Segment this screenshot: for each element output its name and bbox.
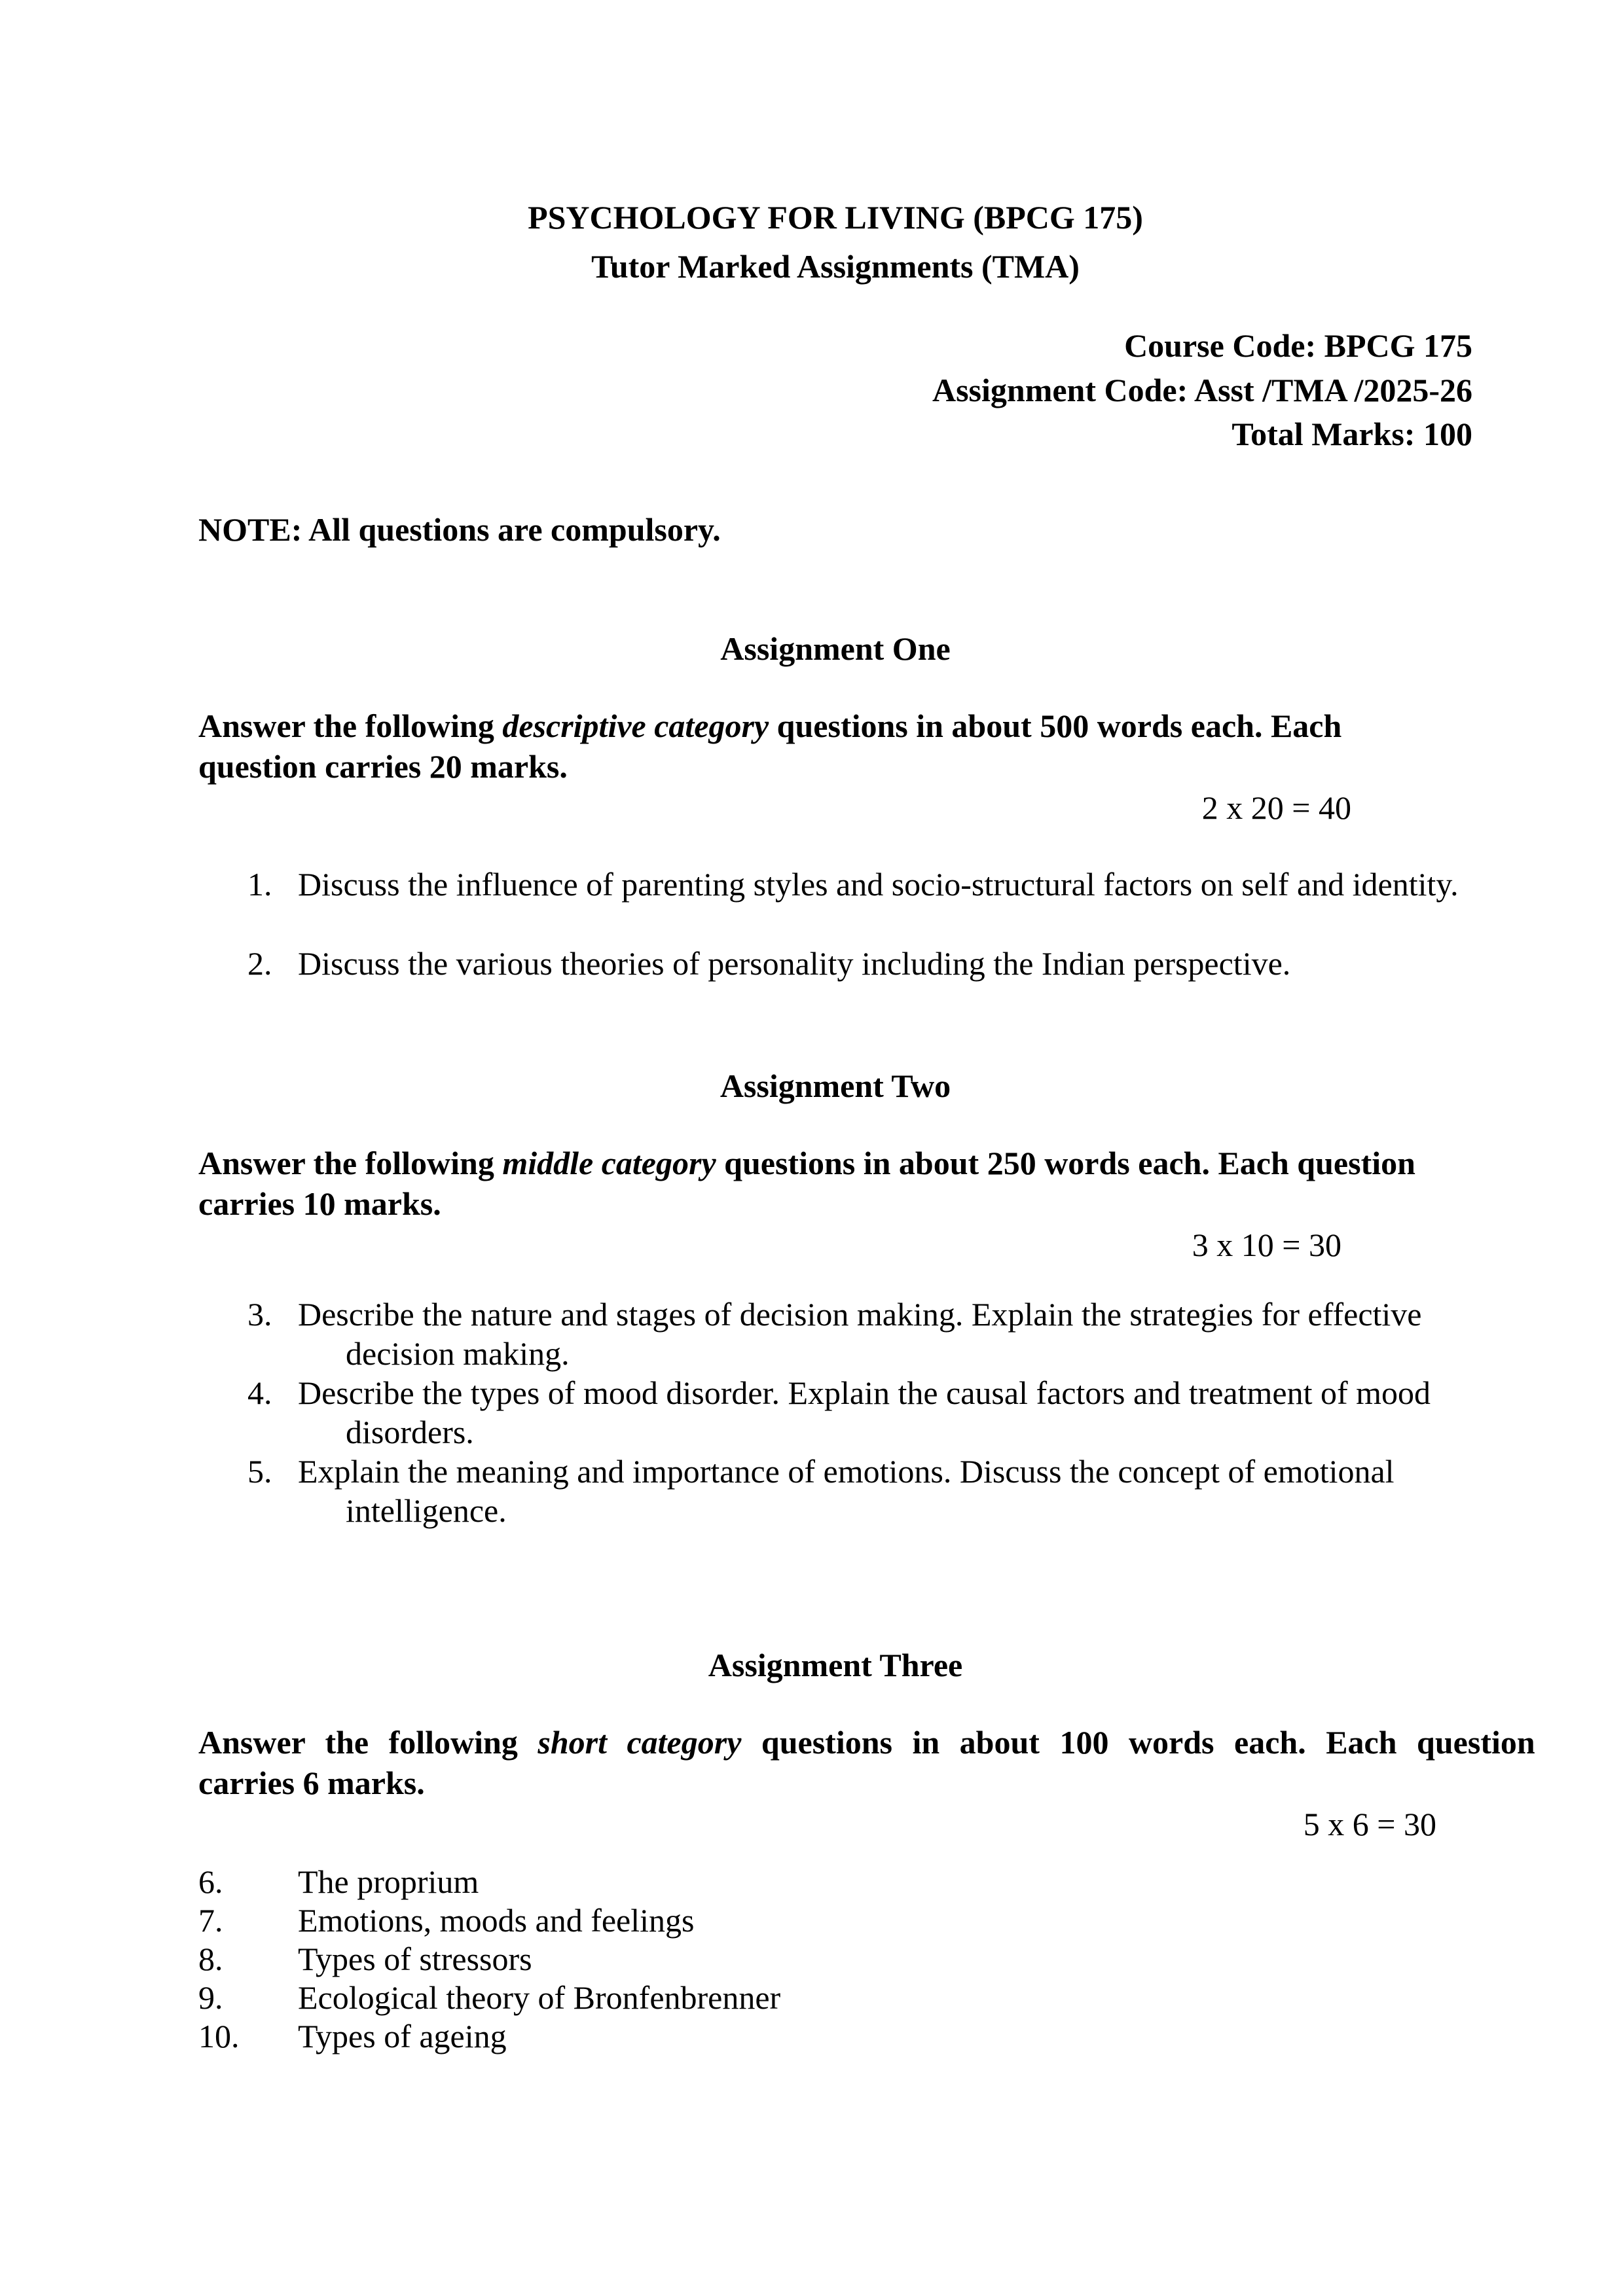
intro-prefix: Answer the following bbox=[198, 707, 503, 744]
assignment-one-intro-line2: question carries 20 marks. bbox=[198, 748, 568, 785]
question-7-text: Emotions, moods and feelings bbox=[298, 1902, 695, 1939]
assignment-two-intro bbox=[198, 1143, 1472, 1225]
assignment-three-intro-line1 bbox=[198, 1722, 1535, 1763]
assignment-one-marks-formula: 2 x 20 = 40 bbox=[1201, 789, 1351, 826]
question-3-continuation: decision making. bbox=[346, 1335, 570, 1372]
question-3-number: 3. bbox=[247, 1296, 272, 1333]
assignment-one-heading: Assignment One bbox=[720, 630, 951, 667]
question-6 bbox=[198, 1863, 1472, 1901]
question-8-text: Types of stressors bbox=[298, 1941, 532, 1977]
question-10 bbox=[198, 2017, 1472, 2056]
assignment-two-marks-formula: 3 x 10 = 30 bbox=[1192, 1226, 1341, 1263]
assignment-two-heading: Assignment Two bbox=[720, 1067, 951, 1104]
question-10-number: 10. bbox=[198, 2018, 240, 2054]
intro-suffix: questions in about 250 words each. Each question bbox=[716, 1144, 1415, 1181]
question-2-number: 2. bbox=[247, 944, 272, 982]
question-5 bbox=[198, 1452, 1472, 1491]
question-5-text: Explain the meaning and importance of emotions. Discuss the concept of emotional bbox=[298, 1453, 1395, 1490]
question-5-number: 5. bbox=[247, 1453, 272, 1490]
intro-suffix: questions in about 500 words each. Each bbox=[769, 707, 1342, 744]
question-7 bbox=[198, 1901, 1472, 1940]
total-marks: Total Marks: 100 bbox=[1231, 416, 1472, 452]
question-4-continuation: disorders. bbox=[346, 1414, 474, 1450]
assignment-two-intro-line1 bbox=[198, 1143, 1472, 1184]
assignment-one-question-list bbox=[198, 864, 1472, 984]
question-1-number: 1. bbox=[247, 866, 272, 903]
question-6-text: The proprium bbox=[298, 1863, 479, 1900]
question-8 bbox=[198, 1940, 1472, 1979]
question-3-text: Describe the nature and stages of decision making. Explain the strategies for effective bbox=[298, 1296, 1422, 1333]
question-10-text: Types of ageing bbox=[298, 2018, 507, 2054]
question-4 bbox=[198, 1373, 1472, 1412]
question-5-continuation: intelligence. bbox=[346, 1492, 507, 1529]
intro-suffix: questions in about 100 words each. Each question bbox=[741, 1723, 1535, 1761]
question-2-text: Discuss the various theories of personality including the Indian perspective. bbox=[298, 944, 1291, 982]
question-3 bbox=[198, 1295, 1472, 1334]
assignment-code: Assignment Code: Asst /TMA /2025-26 bbox=[932, 371, 1472, 408]
assignment-one-intro-line1 bbox=[198, 706, 1472, 747]
intro-prefix: Answer the following bbox=[198, 1723, 538, 1761]
intro-category-italic: short category bbox=[538, 1723, 742, 1761]
question-1-text: Discuss the influence of parenting styles and socio-structural factors on self and identity. bbox=[298, 866, 1459, 903]
note-line: NOTE: All questions are compulsory. bbox=[198, 511, 721, 548]
question-1 bbox=[198, 864, 1472, 905]
intro-prefix: Answer the following bbox=[198, 1144, 503, 1181]
assignment-three-intro bbox=[198, 1722, 1535, 1804]
assignment-one-intro bbox=[198, 706, 1472, 787]
document-subtitle: Tutor Marked Assignments (TMA) bbox=[591, 248, 1080, 285]
question-4-number: 4. bbox=[247, 1374, 272, 1411]
intro-category-italic: descriptive category bbox=[502, 707, 769, 744]
course-code: Course Code: BPCG 175 bbox=[1124, 327, 1472, 364]
question-4-text: Describe the types of mood disorder. Explain the causal factors and treatment of mood bbox=[298, 1374, 1431, 1411]
question-7-number: 7. bbox=[198, 1902, 223, 1939]
assignment-three-intro-line2: carries 6 marks. bbox=[198, 1765, 425, 1801]
intro-category-italic: middle category bbox=[502, 1144, 716, 1181]
question-6-number: 6. bbox=[198, 1863, 223, 1900]
question-9 bbox=[198, 1979, 1472, 2017]
assignment-two-intro-line2: carries 10 marks. bbox=[198, 1185, 441, 1222]
assignment-three-marks-formula: 5 x 6 = 30 bbox=[1303, 1805, 1436, 1842]
question-8-number: 8. bbox=[198, 1941, 223, 1977]
document-title: PSYCHOLOGY FOR LIVING (BPCG 175) bbox=[528, 199, 1143, 236]
meta-block bbox=[198, 324, 1472, 457]
assignment-three-question-list bbox=[198, 1863, 1472, 2056]
question-9-number: 9. bbox=[198, 1979, 223, 2016]
assignment-three-heading: Assignment Three bbox=[708, 1647, 963, 1683]
question-2 bbox=[198, 943, 1472, 984]
question-9-text: Ecological theory of Bronfenbrenner bbox=[298, 1979, 781, 2016]
assignment-two-question-list bbox=[198, 1295, 1472, 1530]
